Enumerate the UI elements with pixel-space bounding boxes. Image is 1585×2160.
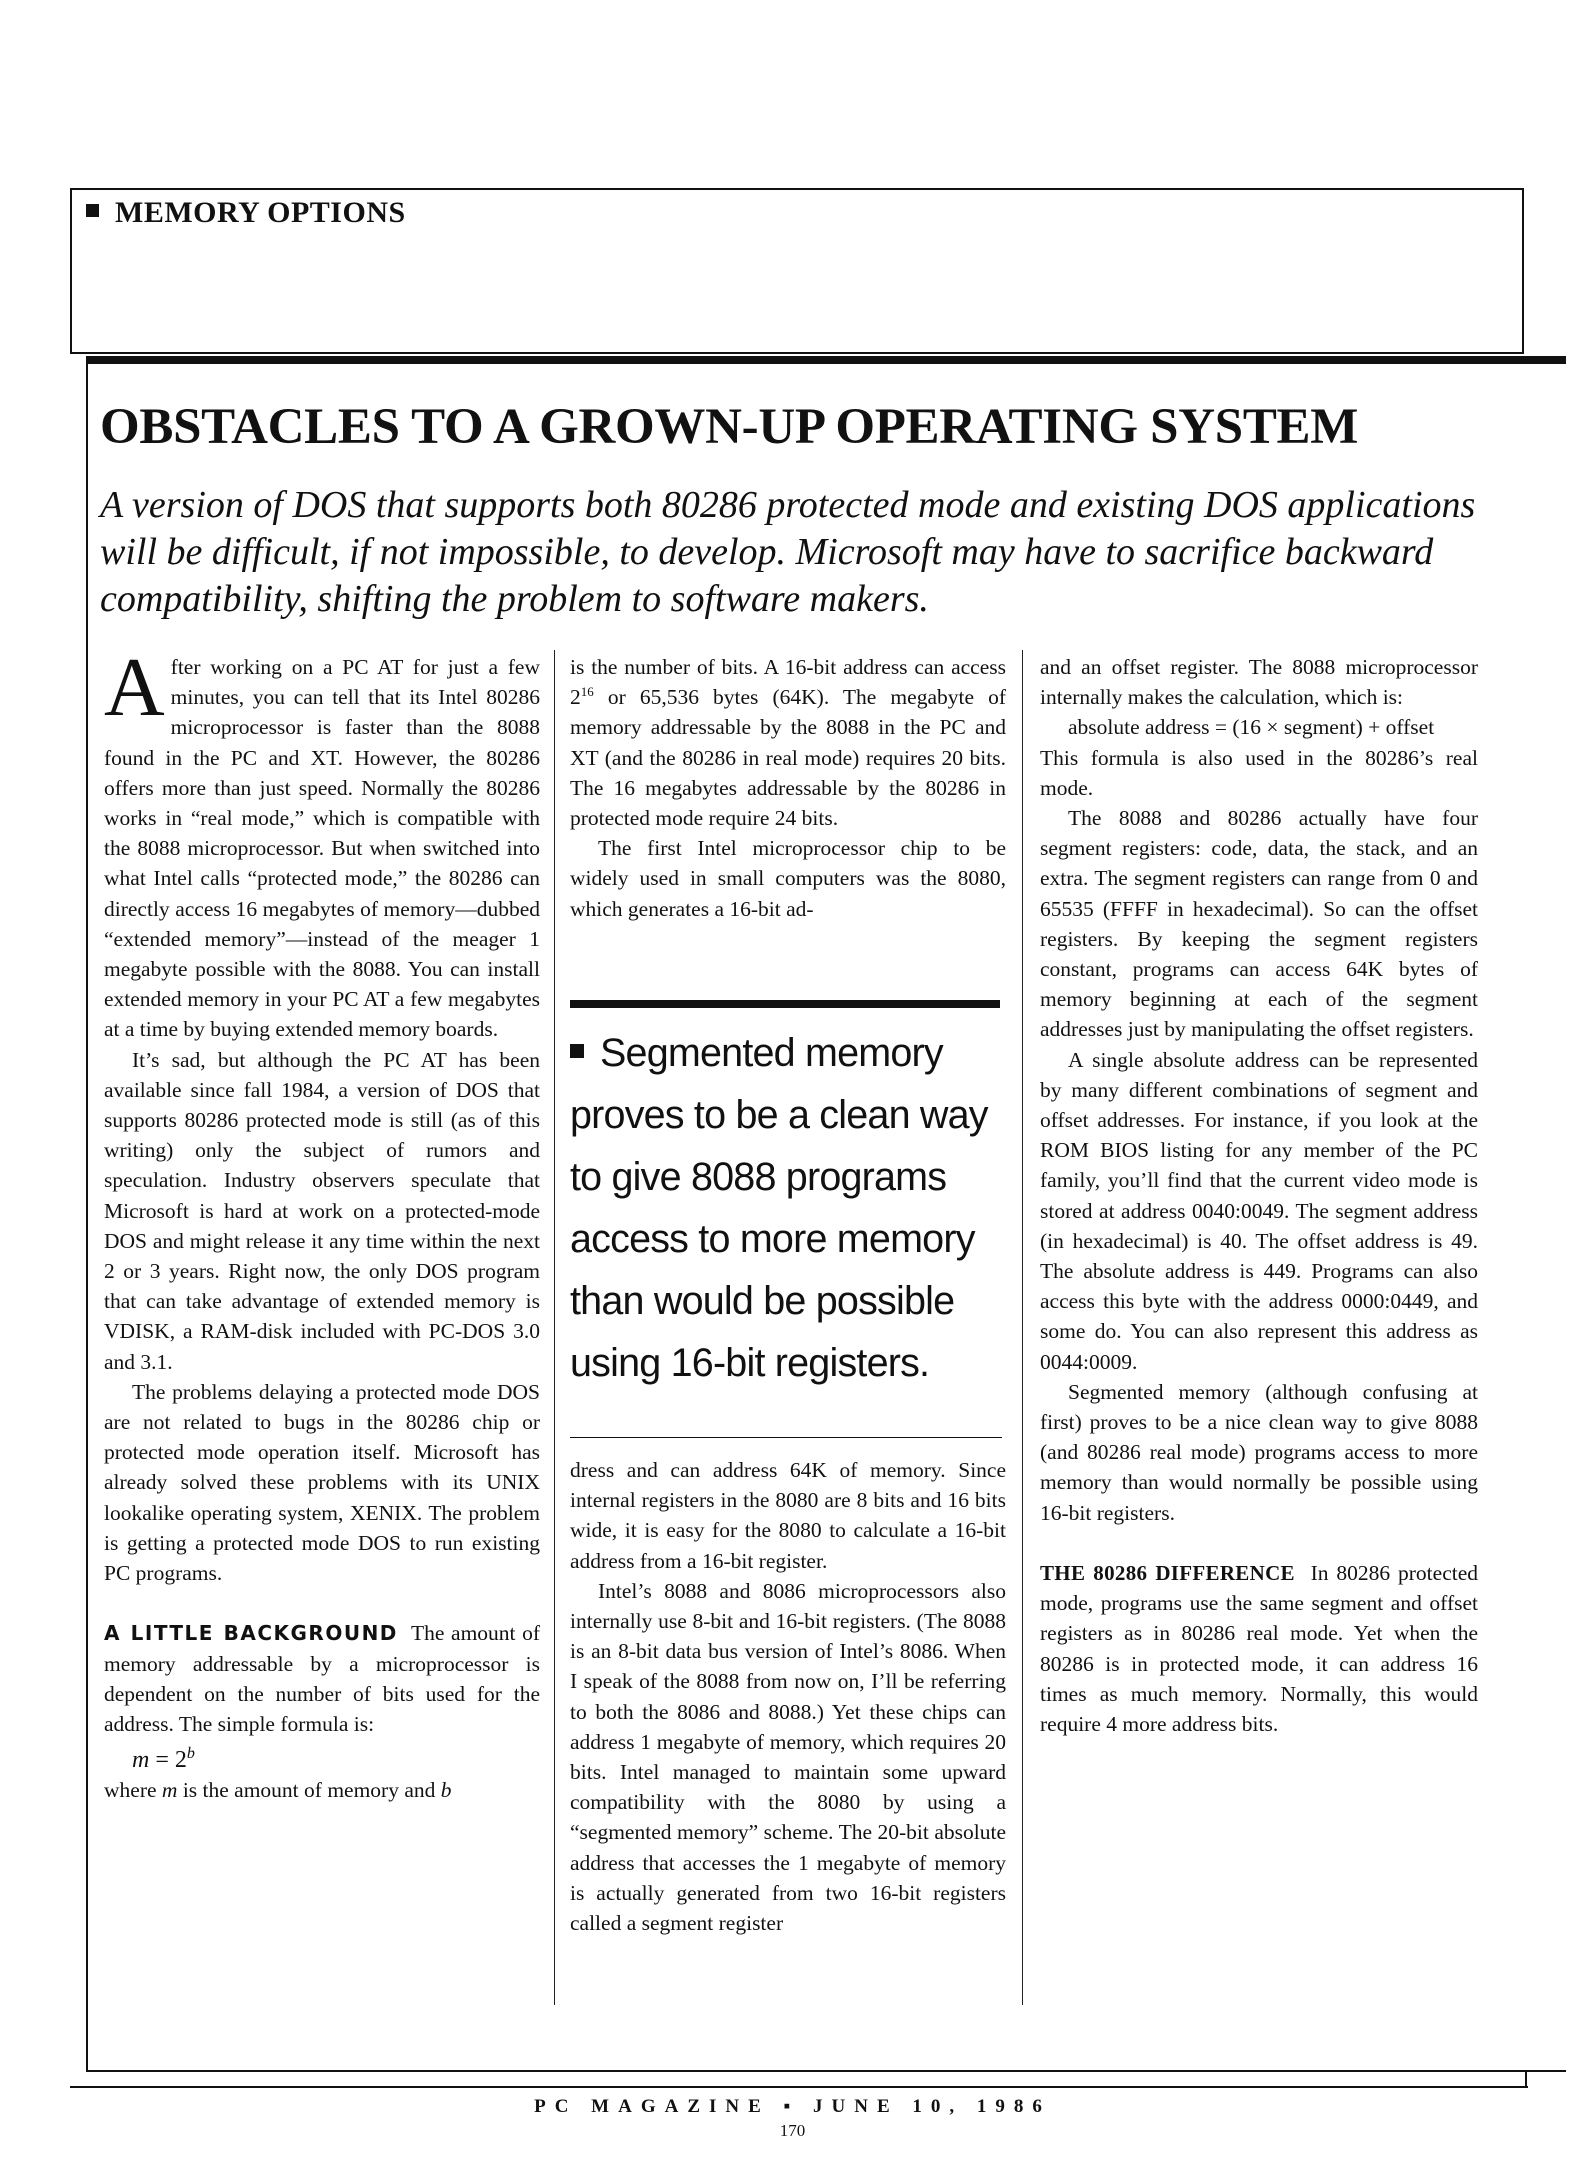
section-label-text: MEMORY OPTIONS <box>115 196 406 229</box>
paragraph-text: fter working on a PC AT for just a few minutes, you can tell that its Intel 80286 microprocessor is faster than the 8088 found in the PC and XT. However, the 80286 offers more than just speed. Normally the 80286 works in “real mode,” which is compatible with the 8088 microprocessor. But when switched into what Intel calls “protected mode,” the 80286 can directly access 16 megabytes of memory—dubbed “extended memory”—instead of the meager 1 megabyte possible with the 8088. You can install extended memory in your PC AT a few megabytes at a time by buying extended memory boards. <box>104 655 540 1042</box>
pullquote-bottom-rule <box>570 1437 1002 1438</box>
bottom-rule <box>70 2086 1528 2088</box>
subhead-background: A LITTLE BACKGROUND <box>104 1621 398 1646</box>
bullet-square-icon <box>86 204 99 217</box>
paragraph <box>104 641 540 1045</box>
paragraph: where m is the amount of memory and b <box>104 1778 452 1803</box>
column-2-top <box>570 652 1006 924</box>
paragraph: A single absolute address can be represented by many different combinations of segment and offset addresses. For instance, if you look at the ROM BIOS listing for any member of the PC family, you’ll find that the current video mode is stored at address 0040:0049. The segment address (in hexadecimal) is 40. The offset address is 49. The absolute address is 449. Programs can also access this byte with the address 0000:0449, and some do. You can also represent this address as 0044:0009. <box>1040 1047 1478 1374</box>
pullquote-text: Segmented memory proves to be a clean way to give 8088 programs access to more memory than would be possible using 16-bit registers. <box>570 1031 988 1385</box>
paragraph: This formula is also used in the 80286’s real mode. <box>1040 745 1478 800</box>
section-header-box <box>70 188 1524 354</box>
column-3 <box>1040 652 1478 1739</box>
paragraph: and an offset register. The 8088 microprocessor internally makes the calculation, which is: <box>1040 655 1478 710</box>
pullquote <box>570 1022 1020 1394</box>
paragraph: The first Intel microprocessor chip to be widely used in small computers was the 8080, which generates a 16-bit ad- <box>570 836 1006 921</box>
column-rule-1 <box>554 650 555 2005</box>
paragraph-text: In 80286 protected mode, programs use the same segment and offset registers as in 80286 real mode. Yet when the 80286 is in protected mode, it can address 16 times as much memory. Normally, this would require 4 more address bits. <box>1040 1560 1478 1736</box>
paragraph: The problems delaying a protected mode DOS are not related to bugs in the 80286 chip or protected mode operation itself. Microsoft has already solved these problems with its UNIX lookalike operating system, XENIX. The problem is getting a protected mode DOS to run existing PC programs. <box>104 1379 540 1586</box>
pullquote-top-rule <box>570 1000 1000 1008</box>
paragraph: The 8088 and 80286 actually have four segment registers: code, data, the stack, and an extra. The segment registers can range from 0 and 65535 (FFFF in hexadecimal). So can the offset registers. By keeping the segment registers constant, programs can access 64K bytes of memory beginning at each of the segment addresses just by manipulating the offset registers. <box>1040 806 1478 1042</box>
column-2-bottom <box>570 1455 1006 1938</box>
subhead-80286-difference: THE 80286 DIFFERENCE <box>1040 1560 1295 1585</box>
paragraph-text: The amount of memory addressable by a microprocessor is dependent on the number of bits used for the address. The simple formula is: <box>104 1621 540 1736</box>
column-rule-2 <box>1022 650 1023 2005</box>
page-number: 170 <box>779 2121 806 2140</box>
section-label <box>86 196 406 230</box>
footer-masthead: PC MAGAZINE ▪ JUNE 10, 1986 <box>534 2096 1051 2117</box>
paragraph: Segmented memory (although confusing at first) proves to be a nice clean way to give 8088 (and 80286 real mode) programs access to more memory than would normally be possible using 16-bit registers. <box>1040 1379 1478 1525</box>
paragraph: is the number of bits. A 16-bit address can access $2^{16}$ or 65,536 bytes (64K). The megabyte of memory addressable by the 8088 in the PC and XT (and the 80286 in real mode) requires 20 bits. The 16 megabytes addressable by the 80286 in protected mode require 24 bits. <box>570 655 1006 831</box>
column-1 <box>104 641 540 1806</box>
formula-absolute-address: absolute address = (16 × segment) + offset <box>1068 715 1435 740</box>
drop-cap: A <box>104 641 165 734</box>
headline: OBSTACLES TO A GROWN-UP OPERATING SYSTEM <box>100 399 1359 455</box>
paragraph: It’s sad, but although the PC AT has been available since fall 1984, a version of DOS that supports 80286 protected mode is still (as of this writing) only the subject of rumors and speculation. Industry observers speculate that Microsoft is hard at work on a protected-mode DOS and might release it any time within the next 2 or 3 years. Right now, the only DOS program that can take advantage of extended memory is VDISK, a RAM-disk included with PC-DOS 3.0 and 3.1. <box>104 1047 540 1374</box>
paragraph <box>1040 1558 1478 1739</box>
paragraph: Intel’s 8088 and 8086 microprocessors also internally use 8-bit and 16-bit registers. (The 8088 is an 8-bit data bus version of Intel’s 8086. When I speak of the 8088 from now on, I’ll be referring to both the 8086 and 8088.) Yet these chips can address 1 megabyte of memory, which requires 20 bits. Intel managed to maintain some upward compatibility with the 8080 by using a “segmented memory” scheme. The 20-bit absolute address that accesses the 1 megabyte of memory is actually generated from two 16-bit registers called a segment register <box>570 1578 1006 1936</box>
formula: $m = 2^b$ <box>132 1745 195 1774</box>
paragraph <box>104 1618 540 1739</box>
bullet-square-icon <box>570 1044 584 1058</box>
deck: A version of DOS that supports both 80286 protected mode and existing DOS applications will be difficult, if not impossible, to develop. Microsoft may have to sacrifice backward compatibility, shifting the problem to software makers. <box>100 484 1476 620</box>
paragraph: dress and can address 64K of memory. Since internal registers in the 8080 are 8 bits and 16 bits wide, it is easy for the 8080 to calculate a 16-bit address from a 16-bit register. <box>570 1458 1006 1573</box>
